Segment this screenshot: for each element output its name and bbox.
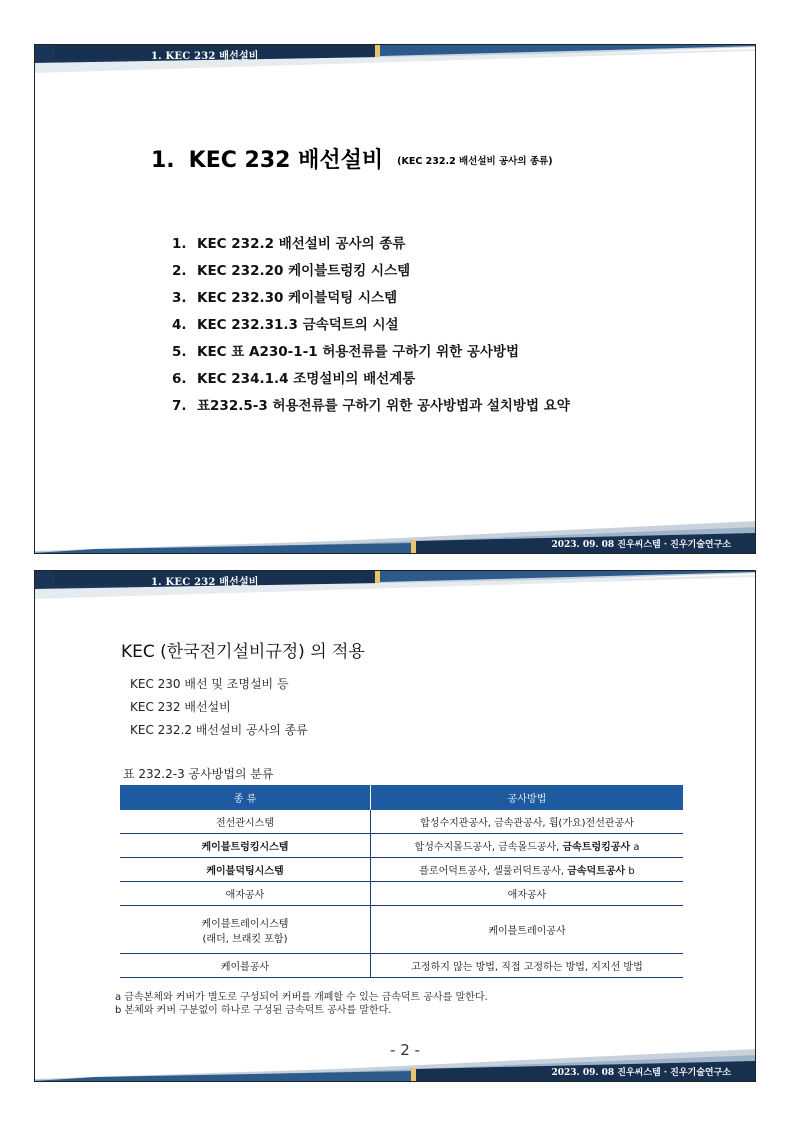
reference-line: KEC 232.2 배선설비 공사의 종류 <box>130 723 308 737</box>
cell-method <box>371 882 684 906</box>
table-row <box>120 954 683 978</box>
cell-type-text: 케이블공사 <box>220 962 270 973</box>
toc-item-text: KEC 232.2 배선설비 공사의 종류 <box>197 236 406 252</box>
table-row <box>120 810 683 834</box>
toc-item-number: 3. <box>172 290 187 306</box>
cell-method <box>371 810 684 834</box>
cell-type <box>120 906 371 954</box>
cell-method-text: 고정하지 않는 방법, 직접 고정하는 방법, 지지선 방법 <box>411 962 643 973</box>
toc-item <box>172 339 570 366</box>
cell-type-text: 케이블덕팅시스템 <box>206 866 284 877</box>
cell-method-text: 플로어덕트공사, 셀룰러덕트공사, <box>419 866 568 877</box>
slide-1 <box>34 44 756 554</box>
methods-table <box>120 785 683 978</box>
toc-item-text: KEC 232.20 케이블트렁킹 시스템 <box>197 263 411 279</box>
cell-type-text: 케이블트레이시스템 <box>201 918 289 930</box>
table-caption: 표 232.2-3 공사방법의 분류 <box>123 767 274 781</box>
toc-item-text: KEC 표 A230-1-1 허용전류를 구하기 위한 공사방법 <box>197 344 520 360</box>
cell-type <box>120 858 371 882</box>
table-row <box>120 906 683 954</box>
title-subtitle: (KEC 232.2 배선설비 공사의 종류) <box>397 156 553 167</box>
toc-item-text: KEC 232.30 케이블덕팅 시스템 <box>197 290 398 306</box>
reference-lines <box>130 673 308 742</box>
table-row <box>120 882 683 906</box>
footer-label: 2023. 09. 08 진우씨스템 · 진우기술연구소 <box>551 540 731 550</box>
cell-type <box>120 834 371 858</box>
toc-item-number: 7. <box>172 398 187 414</box>
cell-method <box>371 834 684 858</box>
cell-method-text: 합성수지몰드공사, 금속몰드공사, <box>414 842 563 853</box>
toc-item <box>172 312 570 339</box>
toc-item-number: 2. <box>172 263 187 279</box>
cell-method <box>371 954 684 978</box>
header-label: 1. KEC 232 배선설비 <box>151 51 259 62</box>
toc-item-text: 표232.5-3 허용전류를 구하기 위한 공사방법과 설치방법 요약 <box>197 398 570 414</box>
cell-method <box>371 858 684 882</box>
column-header-type: 종 류 <box>120 785 371 810</box>
footnote-b: b 본체와 커버 구분없이 하나로 구성된 금속덕트 공사를 말한다. <box>115 1005 392 1016</box>
toc-item <box>172 366 570 393</box>
section-heading: KEC (한국전기설비규정) 의 적용 <box>121 642 365 662</box>
table-row <box>120 834 683 858</box>
toc-list <box>172 231 570 420</box>
cell-method-text: 합성수지관공사, 금속관공사, 휨(가요)전선관공사 <box>420 818 634 829</box>
cell-type <box>120 810 371 834</box>
reference-line: KEC 232 배선설비 <box>130 700 231 714</box>
toc-item-number: 6. <box>172 371 187 387</box>
cell-method-text: 애자공사 <box>507 890 547 901</box>
slide-2 <box>34 570 756 1082</box>
toc-item-text: KEC 234.1.4 조명설비의 배선계통 <box>197 371 416 387</box>
page-number: - 2 - <box>390 1041 420 1059</box>
cell-method-footnote-mark: a <box>630 842 640 853</box>
cell-method-text: 케이블트레이공사 <box>488 926 566 937</box>
reference-line: KEC 230 배선 및 조명설비 등 <box>130 677 289 691</box>
cell-type-text: 애자공사 <box>225 890 265 901</box>
header-label: 1. KEC 232 배선설비 <box>151 577 259 588</box>
cell-method <box>371 906 684 954</box>
title-text: KEC 232 배선설비 <box>188 148 384 173</box>
title-number: 1. <box>151 148 175 173</box>
toc-item <box>172 393 570 420</box>
toc-item <box>172 258 570 285</box>
cell-method-emphasis: 금속덕트공사 <box>567 866 626 877</box>
cell-type-text: 전선관시스템 <box>216 818 274 829</box>
toc-item-number: 4. <box>172 317 187 333</box>
footer-label: 2023. 09. 08 진우씨스템 · 진우기술연구소 <box>551 1068 731 1078</box>
footnotes <box>115 991 488 1017</box>
cell-method-footnote-mark: b <box>625 866 635 877</box>
header-band <box>35 45 756 79</box>
toc-item <box>172 231 570 258</box>
cell-type <box>120 954 371 978</box>
toc-item-number: 1. <box>172 236 187 252</box>
cell-type-text: 케이블트렁킹시스템 <box>201 842 289 853</box>
table-header-row <box>120 785 683 810</box>
toc-item-text: KEC 232.31.3 금속덕트의 시설 <box>197 317 399 333</box>
toc-item-number: 5. <box>172 344 187 360</box>
cell-type <box>120 882 371 906</box>
column-header-method: 공사방법 <box>371 785 684 810</box>
cell-method-emphasis: 금속트렁킹공사 <box>562 842 631 853</box>
toc-item <box>172 285 570 312</box>
table-row <box>120 858 683 882</box>
page-title <box>151 143 553 174</box>
header-band <box>35 571 756 605</box>
cell-type-note: (래더, 브래킷 포함) <box>202 933 288 945</box>
footnote-a: a 금속본체와 커버가 별도로 구성되어 커버를 개폐할 수 있는 금속덕트 공사를 말한다. <box>115 992 488 1003</box>
